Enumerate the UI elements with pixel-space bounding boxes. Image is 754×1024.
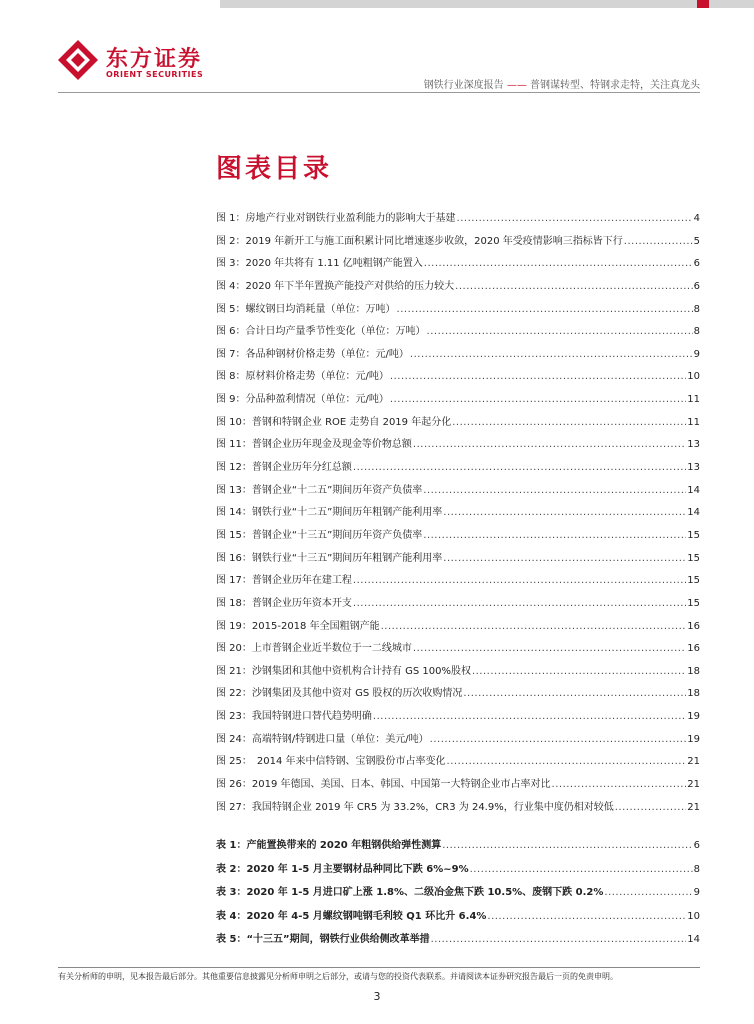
toc-entry-page: 10 xyxy=(687,910,700,922)
toc-entry-label: 图 19：2015-2018 年全国粗钢产能 xyxy=(216,620,380,632)
toc-leader-dots xyxy=(487,911,686,922)
toc-entry[interactable] xyxy=(216,458,700,481)
toc-entry-label: 图 15：普钢企业“十三五”期间历年资产负债率 xyxy=(216,529,423,541)
toc-entry[interactable] xyxy=(216,883,700,907)
toc-leader-dots xyxy=(604,887,692,898)
toc-leader-dots xyxy=(472,666,686,677)
toc-entry[interactable] xyxy=(216,836,700,860)
toc-leader-dots xyxy=(455,281,692,292)
toc-entry[interactable] xyxy=(216,345,700,368)
toc-entry-label: 图 3：2020 年共将有 1.11 亿吨粗钢产能置入 xyxy=(216,258,423,270)
toc-leader-dots xyxy=(413,643,686,654)
toc-leader-dots xyxy=(552,779,687,790)
toc-entry-label: 图 14：钢铁行业“十二五”期间历年粗钢产能利用率 xyxy=(216,507,443,519)
toc-entry-label: 图 11：普钢企业历年现金及现金等价物总额 xyxy=(216,439,412,451)
toc-entry-label: 图 10：普钢和特钢企业 ROE 走势自 2019 年起分化 xyxy=(216,416,452,428)
toc-entry-page: 4 xyxy=(693,213,700,224)
toc-entry[interactable] xyxy=(216,617,700,640)
toc-leader-dots xyxy=(390,394,686,405)
toc-entry[interactable] xyxy=(216,549,700,572)
toc-entry-page: 6 xyxy=(693,258,700,270)
toc-entry[interactable] xyxy=(216,413,700,436)
toc-leader-dots xyxy=(430,734,687,745)
toc-entry-label: 图 22：沙钢集团及其他中资对 GS 股权的历次收购情况 xyxy=(216,688,463,700)
toc-entry[interactable] xyxy=(216,594,700,617)
toc-entry[interactable] xyxy=(216,730,700,753)
toc-entry-page: 18 xyxy=(687,688,700,700)
toc-entry[interactable] xyxy=(216,277,700,300)
toc-entry-page: 19 xyxy=(687,733,700,745)
toc-entry-page: 15 xyxy=(687,552,700,564)
report-subtitle: 普钢谋转型、特钢求走特，关注真龙头 xyxy=(530,80,700,91)
toc-entry-page: 13 xyxy=(687,439,700,451)
toc-entry-label: 图 2：2019 年新开工与施工面积累计同比增速逐步收敛，2020 年受疫情影响三指标皆下行 xyxy=(216,235,623,247)
toc-entry-label: 图 4：2020 年下半年置换产能投产对供给的压力较大 xyxy=(216,280,455,292)
toc-leader-dots xyxy=(452,417,686,428)
toc-entry-label: 表 1：产能置换带来的 2020 年粗钢供给弹性测算 xyxy=(216,840,442,851)
toc-entry-page: 19 xyxy=(687,711,700,723)
top-gray-stripe xyxy=(220,0,754,8)
toc-entry-page: 16 xyxy=(687,620,700,632)
report-header xyxy=(424,76,700,91)
toc-entry[interactable] xyxy=(216,300,700,323)
toc-entry-label: 图 24：高端特钢/特钢进口量（单位：美元/吨） xyxy=(216,733,429,745)
logo-chinese-name: 东方证券 xyxy=(106,47,203,72)
toc-entry-page: 21 xyxy=(687,801,700,813)
toc-leader-dots xyxy=(443,507,686,518)
toc-entry-label: 图 8：原材料价格走势（单位：元/吨） xyxy=(216,371,389,383)
toc-entry[interactable] xyxy=(216,322,700,345)
toc-entry-label: 表 2：2020 年 1-5 月主要钢材品种同比下跌 6%~9% xyxy=(216,863,469,875)
toc-leader-dots xyxy=(413,439,686,450)
toc-entry-page: 10 xyxy=(687,371,700,383)
top-red-block xyxy=(697,0,709,8)
toc-entry-page: 14 xyxy=(687,507,700,519)
toc-entry-page: 8 xyxy=(693,326,700,338)
page-number: 3 xyxy=(373,990,381,1003)
toc-entry-label: 表 3：2020 年 1-5 月进口矿上涨 1.8%、二级冶金焦下跌 10.5%、废钢下跌 0.2% xyxy=(216,887,604,898)
toc-entry-page: 11 xyxy=(687,416,700,428)
toc-leader-dots xyxy=(447,756,687,767)
footer-disclaimer: 有关分析师的申明，见本报告最后部分。其他重要信息披露见分析师申明之后部分，或请与您的投资代表联系。并请阅读本证券研究报告最后一页的免责申明。 xyxy=(58,972,618,981)
toc-entry-page: 6 xyxy=(693,280,700,292)
toc-entry-label: 图 17：普钢企业历年在建工程 xyxy=(216,575,352,587)
toc-leader-dots xyxy=(373,711,686,722)
toc-entry[interactable] xyxy=(216,662,700,685)
toc-entry-page: 15 xyxy=(687,529,700,541)
toc-entry-label: 图 18：普钢企业历年资本开支 xyxy=(216,597,352,609)
toc-entry-label: 图 16：钢铁行业“十三五”期间历年粗钢产能利用率 xyxy=(216,552,443,564)
toc-entry-label: 图 25： 2014 年来中信特钢、宝钢股份市占率变化 xyxy=(216,756,446,768)
toc-entry-label: 图 7：各品种钢材价格走势（单位：元/吨） xyxy=(216,348,409,360)
logo-mark-icon xyxy=(58,40,98,80)
toc-entry-page: 11 xyxy=(687,394,700,406)
toc-entry-label: 图 1：房地产行业对钢铁行业盈利能力的影响大于基建 xyxy=(216,213,456,224)
header-separator: —— xyxy=(506,80,527,91)
toc-leader-dots xyxy=(423,485,686,496)
toc-entry[interactable] xyxy=(216,481,700,504)
toc-leader-dots xyxy=(624,236,693,247)
toc-entry-label: 表 4：2020 年 4-5 月螺纹钢吨钢毛利较 Q1 环比升 6.4% xyxy=(216,910,487,922)
toc-entry-label: 图 23：我国特钢进口替代趋势明确 xyxy=(216,711,372,723)
toc-leader-dots xyxy=(463,688,686,699)
toc-entry[interactable] xyxy=(216,684,700,707)
toc-entry-page: 18 xyxy=(687,665,700,677)
toc-entry[interactable] xyxy=(216,390,700,413)
toc-entry-page: 6 xyxy=(693,840,700,851)
toc-leader-dots xyxy=(615,802,687,813)
toc-entry[interactable] xyxy=(216,254,700,277)
toc-entry[interactable] xyxy=(216,930,700,954)
toc-leader-dots xyxy=(427,326,693,337)
toc-entry[interactable] xyxy=(216,232,700,255)
toc-leader-dots xyxy=(457,213,693,224)
toc-entry[interactable] xyxy=(216,798,700,821)
toc-entry[interactable] xyxy=(216,526,700,549)
toc-entry-label: 图 6：合计日均产量季节性变化（单位：万吨） xyxy=(216,326,426,338)
toc-leader-dots xyxy=(410,349,693,360)
toc-entry-page: 9 xyxy=(693,348,700,360)
toc-entry-page: 14 xyxy=(687,934,700,945)
toc-entry-label: 图 13：普钢企业“十二五”期间历年资产负债率 xyxy=(216,484,423,496)
toc-entry-label: 图 21：沙钢集团和其他中资机构合计持有 GS 100%股权 xyxy=(216,665,471,677)
toc-entry-label: 图 9：分品种盈利情况（单位：元/吨） xyxy=(216,394,389,406)
toc-leader-dots xyxy=(381,621,687,632)
toc-leader-dots xyxy=(390,371,686,382)
logo-english-name: ORIENT SECURITIES xyxy=(106,70,204,79)
toc-entry-label: 图 26：2019 年德国、美国、日本、韩国、中国第一大特钢企业市占率对比 xyxy=(216,779,551,791)
toc-entry-page: 8 xyxy=(693,863,700,875)
toc-entry-label: 图 5：螺纹钢日均消耗量（单位：万吨） xyxy=(216,303,396,315)
toc-entry[interactable] xyxy=(216,571,700,594)
tables-list xyxy=(216,836,700,954)
toc-entry[interactable] xyxy=(216,707,700,730)
toc-leader-dots xyxy=(442,840,692,851)
toc-entry-page: 16 xyxy=(687,643,700,655)
toc-leader-dots xyxy=(397,304,693,315)
toc-entry-page: 21 xyxy=(687,779,700,791)
footer-divider xyxy=(58,967,700,968)
toc-leader-dots xyxy=(424,258,693,269)
toc-entry-page: 9 xyxy=(693,887,700,898)
toc-entry[interactable] xyxy=(216,209,700,232)
toc-leader-dots xyxy=(423,530,686,541)
header-divider xyxy=(58,92,700,93)
toc-entry[interactable] xyxy=(216,503,700,526)
toc-entry[interactable] xyxy=(216,775,700,798)
toc-leader-dots xyxy=(443,553,686,564)
toc-entry[interactable] xyxy=(216,860,700,884)
toc-leader-dots xyxy=(353,598,686,609)
toc-leader-dots xyxy=(353,462,686,473)
toc-entry[interactable] xyxy=(216,752,700,775)
toc-entry-label: 图 20：上市普钢企业近半数位于一二线城市 xyxy=(216,643,412,655)
toc-leader-dots xyxy=(431,934,687,945)
toc-entry[interactable] xyxy=(216,639,700,662)
toc-entry-label: 表 5：“十三五”期间，钢铁行业供给侧改革举措 xyxy=(216,934,430,945)
toc-entry-label: 图 12：普钢企业历年分红总额 xyxy=(216,462,352,474)
top-accent-bar xyxy=(0,0,754,10)
toc-entry-page: 14 xyxy=(687,484,700,496)
figures-list xyxy=(216,209,700,820)
company-logo xyxy=(58,40,228,90)
toc-entry-page: 15 xyxy=(687,597,700,609)
toc-entry[interactable] xyxy=(216,435,700,458)
toc-entry[interactable] xyxy=(216,907,700,931)
toc-entry-page: 15 xyxy=(687,575,700,587)
toc-entry-page: 21 xyxy=(687,756,700,768)
toc-entry-page: 13 xyxy=(687,462,700,474)
toc-entry-label: 图 27：我国特钢企业 2019 年 CR5 为 33.2%，CR3 为 24.9%，行业集中度仍相对较低 xyxy=(216,801,614,813)
toc-entry-page: 5 xyxy=(693,235,700,247)
toc-entry-page: 8 xyxy=(693,303,700,315)
toc-leader-dots xyxy=(470,864,693,875)
report-type: 钢铁行业深度报告 xyxy=(423,80,504,91)
toc-entry[interactable] xyxy=(216,367,700,390)
toc-leader-dots xyxy=(353,575,686,586)
toc-title: 图表目录 xyxy=(216,154,333,184)
